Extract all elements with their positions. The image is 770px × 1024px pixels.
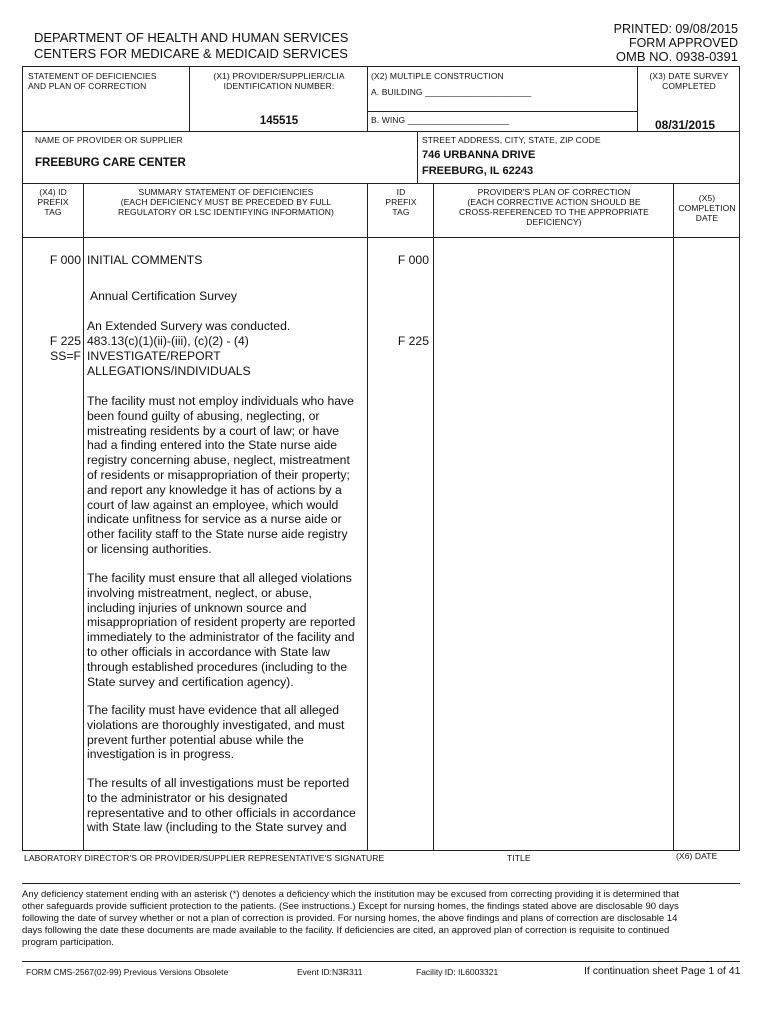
tag-f000-id: F 000 — [397, 253, 429, 267]
provider-name-label: NAME OF PROVIDER OR SUPPLIER — [35, 135, 183, 145]
paragraph-employment: The facility must not employ individuals who have been found guilty of abusing, neglecting, or mistreating residents by a court of law; or have had a finding entered into the State nurse aide registry concerning abuse, neglect, mistreatment of residents or misappropriation of their property; and report any knowledge it has of actions by a court of law against an employee, which would indicate unfitness for service as a nurse aide or other facility staff to the State nurse aide registry or licensing authorities. — [87, 394, 354, 556]
x2-label: (X2) MULTIPLE CONSTRUCTION — [371, 71, 504, 81]
summary-column-header: SUMMARY STATEMENT OF DEFICIENCIES (EACH DEFICIENCY MUST BE PRECEDED BY FULL REGULATORY OR LSC IDENTIFYING INFORMATION) — [118, 187, 334, 217]
building-field: A. BUILDING ______________________ — [371, 87, 532, 97]
x3-label: (X3) DATE SURVEY COMPLETED — [649, 71, 729, 91]
title-label: TITLE — [507, 853, 531, 863]
initial-comments-title: INITIAL COMMENTS — [87, 253, 203, 267]
paragraph-results: The results of all investigations must be reported to the administrator or his designated representative and to other officials in accordance with State law (including to the State survey and — [87, 776, 356, 835]
paragraph-investigation: The facility must have evidence that all alleged violations are thoroughly investigated, and must prevent further potential abuse while the investigation is in progress. — [87, 703, 345, 762]
id-column-header: ID PREFIX TAG — [385, 187, 417, 217]
plan-column-header: PROVIDER'S PLAN OF CORRECTION (EACH CORRECTIVE ACTION SHOULD BE CROSS-REFERENCED TO THE APPROPRIATE DEFICIENCY) — [459, 187, 649, 227]
tag-f000: F 000 — [49, 253, 81, 267]
event-id: Event ID:N3R311 — [297, 967, 363, 977]
page-number: If continuation sheet Page 1 of 41 — [584, 965, 741, 977]
address-label: STREET ADDRESS, CITY, STATE, ZIP CODE — [422, 135, 601, 145]
extended-survey-text: An Extended Survery was conducted. — [87, 319, 291, 333]
form-number: FORM CMS-2567(02-99) Previous Versions Obsolete — [26, 967, 229, 977]
f225-regulation-title: 483.13(c)(1)(ii)-(iii), (c)(2) - (4) INVESTIGATE/REPORT ALLEGATIONS/INDIVIDUALS — [87, 334, 251, 378]
wing-field: B. WING _____________________ — [371, 115, 510, 125]
street-address: 746 URBANNA DRIVE — [422, 149, 536, 161]
provider-name: FREEBURG CARE CENTER — [35, 157, 186, 169]
tag-f225-id: F 225 — [397, 334, 429, 348]
city-state-zip: FREEBURG, IL 62243 — [422, 165, 534, 177]
x5-column-header: (X5) COMPLETION DATE — [678, 193, 736, 223]
footer-divider — [22, 961, 740, 962]
disclaimer-text: Any deficiency statement ending with an asterisk (*) denotes a deficiency which the institution may be excused from correcting providing it is determined that other safeguards provide sufficient protection to the patients. (See instructions.) Except for nursing homes, the findings stated above are disclosable 90 days following the date of survey whether or not a plan of correction is provided. For nursing homes, the above findings and plans of correction are disclosable 14 days following the date these documents are made available to the facility. If deficiencies are cited, an approved plan of correction is requisite to continued program participation. — [22, 889, 679, 948]
deficiency-form — [22, 66, 740, 851]
form-approval-block — [614, 22, 738, 64]
facility-id: Facility ID: IL6003321 — [416, 967, 499, 977]
provider-id-number: 145515 — [259, 115, 299, 127]
tag-f225: F 225 SS=F — [49, 334, 81, 363]
agency-name: CENTERS FOR MEDICARE & MEDICAID SERVICES — [34, 46, 348, 61]
printed-date: PRINTED: 09/08/2015 — [613, 22, 738, 36]
paragraph-reporting: The facility must ensure that all alleged violations involving mistreatment, neglect, or abuse, including injuries of unknown source and misappropriation of resident property are reported immediately to the administrator of the facility and to other officials in accordance with State law through established procedures (including to the State survey and certification agency). — [87, 571, 356, 689]
agency-header — [34, 30, 348, 62]
signature-label: LABORATORY DIRECTOR'S OR PROVIDER/SUPPLIER REPRESENTATIVE'S SIGNATURE — [24, 853, 385, 863]
survey-completed-date: 08/31/2015 — [655, 118, 716, 132]
department-name: DEPARTMENT OF HEALTH AND HUMAN SERVICES — [34, 30, 349, 45]
x1-label: (X1) PROVIDER/SUPPLIER/CLIA IDENTIFICATION NUMBER: — [213, 71, 345, 91]
form-approved: FORM APPROVED — [628, 36, 738, 50]
annual-survey-text: Annual Certification Survey — [90, 289, 237, 303]
signature-divider — [22, 883, 740, 884]
statement-label: STATEMENT OF DEFICIENCIES AND PLAN OF CORRECTION — [28, 71, 157, 91]
x6-date-label: (X6) DATE — [676, 851, 718, 861]
x4-column-header: (X4) ID PREFIX TAG — [37, 187, 69, 217]
omb-number: OMB NO. 0938-0391 — [615, 49, 738, 64]
